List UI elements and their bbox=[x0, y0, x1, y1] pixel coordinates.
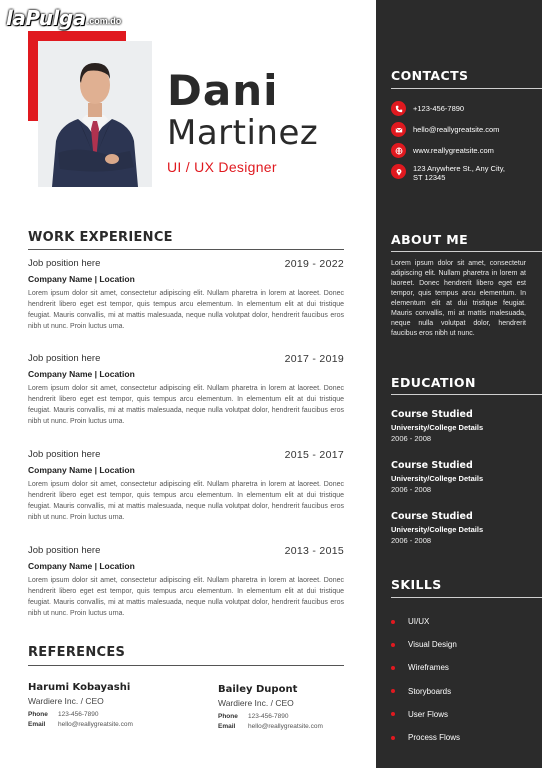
watermark-logo: laPulga bbox=[6, 6, 86, 30]
education-institution: University/College Details bbox=[391, 423, 484, 432]
education-course: Course Studied bbox=[391, 460, 473, 471]
first-name: Dani bbox=[167, 66, 279, 115]
contact-website bbox=[391, 143, 494, 158]
education-institution: University/College Details bbox=[391, 474, 484, 483]
about-divider bbox=[391, 251, 542, 252]
bullet-icon bbox=[391, 666, 395, 670]
bullet-icon bbox=[391, 620, 395, 624]
education-entry bbox=[391, 460, 531, 494]
reference-role: Wardiere Inc. / CEO bbox=[218, 698, 294, 708]
job-description: Lorem ipsum dolor sit amet, consectetur adipiscing elit. Nullam pharetra in lorem at laoreet. Donec hendrerit libero eget est tempor, quis tempus arcu elementum. In elementum elit at dui tristique feugiat. Mauris convallis, mi at mattis malesuada, neque nulla volutpat dolor, hendrerit faucibus eros nibh ut nunc. Proin luctus urna. bbox=[28, 290, 344, 330]
contacts-divider bbox=[391, 88, 542, 89]
references-title: REFERENCES bbox=[28, 645, 126, 660]
job-years: 2013 - 2015 bbox=[284, 545, 344, 557]
skills-title: SKILLS bbox=[391, 577, 442, 592]
reference-email: hello@reallygreatsite.com bbox=[248, 723, 323, 730]
bullet-icon bbox=[391, 689, 395, 693]
education-title: EDUCATION bbox=[391, 375, 476, 390]
phone-label: Phone bbox=[28, 711, 48, 718]
mail-icon bbox=[391, 122, 406, 137]
contact-phone bbox=[391, 101, 464, 116]
reference-card bbox=[28, 682, 178, 728]
reference-email: hello@reallygreatsite.com bbox=[58, 721, 133, 728]
job-years: 2015 - 2017 bbox=[284, 449, 344, 461]
education-years: 2006 - 2008 bbox=[391, 485, 432, 494]
skill-label: UI/UX bbox=[408, 617, 430, 627]
reference-name: Bailey Dupont bbox=[218, 684, 298, 695]
skill-item bbox=[391, 726, 460, 749]
globe-icon bbox=[391, 143, 406, 158]
job-position: Job position here bbox=[28, 449, 101, 460]
work-experience-divider bbox=[28, 249, 344, 250]
skill-item bbox=[391, 610, 460, 633]
skills-divider bbox=[391, 597, 542, 598]
skill-label: Wireframes bbox=[408, 663, 449, 673]
job-company: Company Name | Location bbox=[28, 369, 135, 379]
watermark-domain: .com.do bbox=[86, 16, 122, 26]
education-years: 2006 - 2008 bbox=[391, 536, 432, 545]
skill-item bbox=[391, 680, 460, 703]
job-entry bbox=[28, 449, 344, 523]
phone-icon bbox=[391, 101, 406, 116]
job-position: Job position here bbox=[28, 545, 101, 556]
location-pin-icon bbox=[391, 164, 406, 179]
reference-card bbox=[218, 684, 368, 730]
last-name: Martinez bbox=[167, 113, 319, 153]
email-label: Email bbox=[28, 721, 46, 728]
education-years: 2006 - 2008 bbox=[391, 434, 432, 443]
job-position: Job position here bbox=[28, 353, 101, 364]
photo-accent-left bbox=[28, 31, 38, 121]
reference-phone: 123-456-7890 bbox=[248, 713, 289, 720]
person-illustration bbox=[38, 41, 152, 187]
education-entry bbox=[391, 511, 531, 545]
job-entry bbox=[28, 258, 344, 332]
education-divider bbox=[391, 394, 542, 395]
photo-accent-top bbox=[28, 31, 126, 41]
job-description: Lorem ipsum dolor sit amet, consectetur adipiscing elit. Nullam pharetra in lorem at laoreet. Donec hendrerit libero eget est tempor, quis tempus arcu elementum. In elementum elit at dui tristique feugiat. Mauris convallis, mi at mattis malesuada, neque nulla volutpat dolor, hendrerit faucibus eros nibh ut nunc. Proin luctus urna. bbox=[28, 577, 344, 617]
about-text: Lorem ipsum dolor sit amet, consectetur adipiscing elit. Nullam pharetra in lorem at laoreet. Donec hendrerit libero eget est tempor, quis tempus arcu elementum. In elementum elit at dui tristique feugiat. Mauris convallis, mi at mattis malesuada, neque nulla volutpat dolor, hendrerit faucibus eros nibh ut nunc. bbox=[391, 260, 526, 337]
job-years: 2017 - 2019 bbox=[284, 353, 344, 365]
skill-item bbox=[391, 703, 460, 726]
skill-label: Visual Design bbox=[408, 640, 457, 650]
sidebar bbox=[376, 0, 542, 768]
job-description: Lorem ipsum dolor sit amet, consectetur adipiscing elit. Nullam pharetra in lorem at laoreet. Donec hendrerit libero eget est tempor, quis tempus arcu elementum. In elementum elit at dui tristique feugiat. Mauris convallis, mi at mattis malesuada, neque nulla volutpat dolor, hendrerit faucibus eros nibh ut nunc. Proin luctus urna. bbox=[28, 385, 344, 425]
skill-label: Process Flows bbox=[408, 733, 461, 743]
work-experience-title: WORK EXPERIENCE bbox=[28, 230, 173, 245]
job-years: 2019 - 2022 bbox=[284, 258, 344, 270]
education-institution: University/College Details bbox=[391, 525, 484, 534]
email-label: Email bbox=[218, 723, 236, 730]
job-description: Lorem ipsum dolor sit amet, consectetur adipiscing elit. Nullam pharetra in lorem at laoreet. Donec hendrerit libero eget est tempor, quis tempus arcu elementum. In elementum elit at dui tristique feugiat. Mauris convallis, mi at mattis malesuada, neque nulla volutpat dolor, hendrerit faucibus eros nibh ut nunc. Proin luctus urna. bbox=[28, 481, 344, 521]
about-title: ABOUT ME bbox=[391, 232, 469, 247]
bullet-icon bbox=[391, 736, 395, 740]
reference-name: Harumi Kobayashi bbox=[28, 682, 131, 693]
job-title: UI / UX Designer bbox=[167, 159, 277, 175]
contact-website-text: www.reallygreatsite.com bbox=[413, 146, 494, 155]
skills-list bbox=[391, 610, 460, 749]
education-course: Course Studied bbox=[391, 409, 473, 420]
reference-phone: 123-456-7890 bbox=[58, 711, 99, 718]
skill-label: User Flows bbox=[408, 709, 449, 719]
job-position: Job position here bbox=[28, 258, 101, 269]
contacts-title: CONTACTS bbox=[391, 68, 469, 83]
education-course: Course Studied bbox=[391, 511, 473, 522]
job-entry bbox=[28, 353, 344, 427]
references-divider bbox=[28, 665, 344, 666]
skill-item bbox=[391, 633, 460, 656]
contact-email bbox=[391, 122, 499, 137]
skill-item bbox=[391, 656, 460, 679]
education-entry bbox=[391, 409, 531, 443]
profile-photo bbox=[38, 41, 152, 187]
contact-address-text: 123 Anywhere St., Any City, ST 12345 bbox=[413, 164, 505, 182]
contact-phone-text: +123-456-7890 bbox=[413, 104, 465, 113]
skill-label: Storyboards bbox=[408, 686, 452, 696]
contact-email-text: hello@reallygreatsite.com bbox=[413, 125, 500, 134]
job-company: Company Name | Location bbox=[28, 465, 135, 475]
bullet-icon bbox=[391, 643, 395, 647]
bullet-icon bbox=[391, 712, 395, 716]
watermark bbox=[6, 6, 121, 30]
phone-label: Phone bbox=[218, 713, 238, 720]
contact-address bbox=[391, 164, 505, 182]
job-company: Company Name | Location bbox=[28, 561, 135, 571]
reference-role: Wardiere Inc. / CEO bbox=[28, 696, 104, 706]
job-entry bbox=[28, 545, 344, 619]
job-company: Company Name | Location bbox=[28, 274, 135, 284]
